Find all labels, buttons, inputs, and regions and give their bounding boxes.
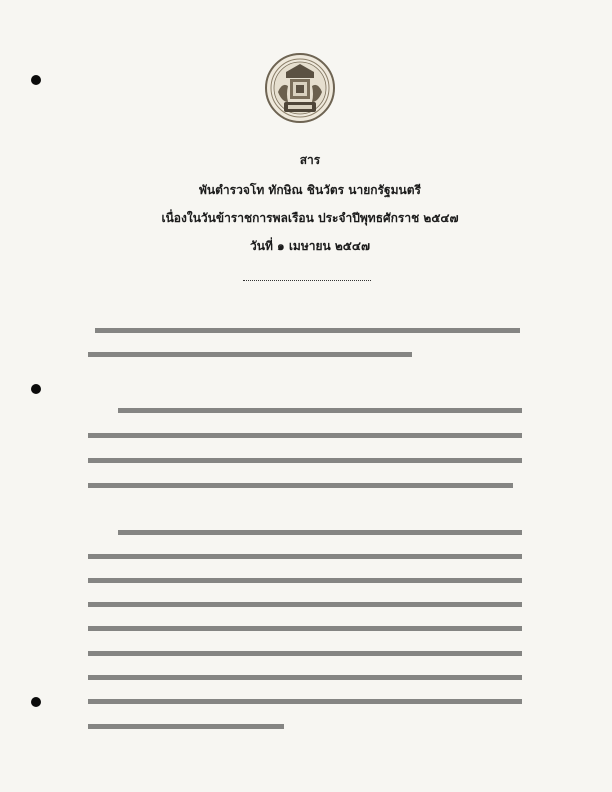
text-line — [88, 651, 522, 656]
text-line — [88, 699, 522, 704]
text-line — [88, 578, 522, 583]
message-label: สาร — [299, 153, 321, 167]
text-line — [88, 675, 522, 680]
heading-divider — [243, 280, 371, 281]
punch-hole-middle — [31, 384, 41, 394]
text-line — [118, 408, 522, 413]
text-line — [95, 328, 520, 333]
text-line — [88, 724, 284, 729]
text-line — [118, 530, 522, 535]
text-line — [88, 602, 522, 607]
text-line — [88, 626, 522, 631]
text-line — [88, 458, 522, 463]
text-line — [88, 433, 522, 438]
occasion-line: เนื่องในวันข้าราชการพลเรือน ประจำปีพุทธศักราช ๒๕๔๗ — [161, 211, 459, 225]
text-line — [88, 483, 513, 488]
punch-hole-top — [31, 75, 41, 85]
date-line: วันที่ ๑ เมษายน ๒๕๔๗ — [250, 239, 370, 253]
author-line: พันตำรวจโท ทักษิณ ชินวัตร นายกรัฐมนตรี — [199, 183, 421, 197]
punch-hole-bottom — [31, 697, 41, 707]
government-seal-icon — [264, 52, 336, 124]
text-line — [88, 352, 412, 357]
text-line — [88, 554, 522, 559]
